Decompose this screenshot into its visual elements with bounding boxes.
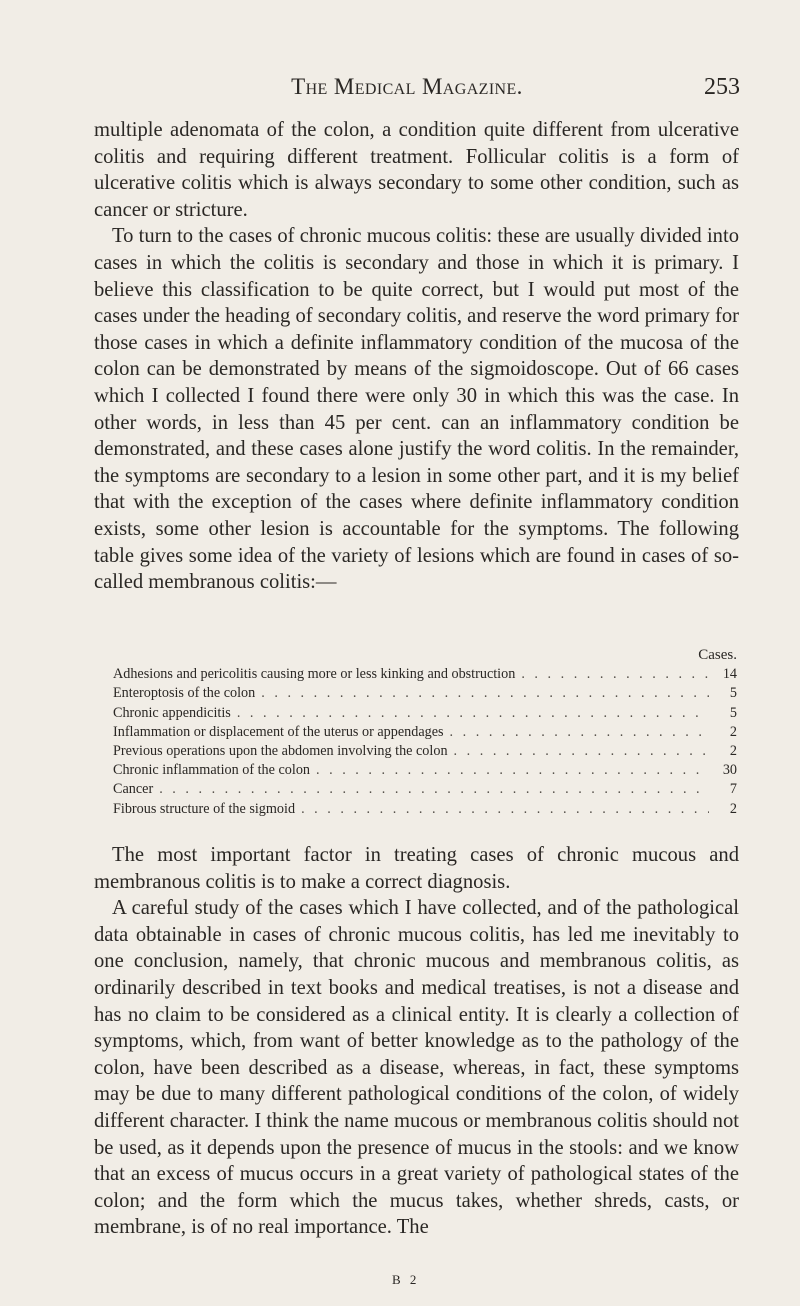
row-value: 2 [729, 743, 737, 760]
paragraph: multiple adenomata of the colon, a condition quite different from ulcerative colitis and requiring different treatment. Follicular colitis is a form of ulcerative colitis which is always secondary to some other condition, such as cancer or stricture. [94, 119, 739, 221]
lesions-table [113, 646, 737, 819]
paragraph: The most important factor in treating cases of chronic mucous and membranous colitis is to make a correct diagnosis. [94, 844, 739, 893]
leader-dots [301, 800, 709, 819]
table-row [113, 780, 737, 799]
row-label: Inflammation or displacement of the uterus or appendages [113, 723, 444, 740]
row-value: 30 [722, 762, 737, 779]
page-number: 253 [704, 74, 740, 100]
row-value: 7 [729, 781, 737, 798]
row-label: Enteroptosis of the colon [113, 685, 256, 702]
table-row [113, 704, 737, 723]
row-value: 2 [729, 723, 737, 740]
table-column-header: Cases. [698, 647, 737, 663]
row-label: Cancer [113, 781, 154, 798]
table-row [113, 800, 737, 819]
row-value: 14 [722, 666, 737, 683]
table-row [113, 665, 737, 684]
leader-dots [261, 684, 709, 703]
table-row [113, 742, 737, 761]
body-text-bottom [94, 842, 739, 1241]
leader-dots [521, 665, 709, 684]
table-row [113, 684, 737, 703]
row-value: 2 [729, 800, 737, 817]
row-label: Chronic inflammation of the colon [113, 762, 311, 779]
row-label: Chronic appendicitis [113, 704, 231, 721]
row-value: 5 [729, 685, 737, 702]
row-label: Fibrous structure of the sigmoid [113, 800, 296, 817]
paragraph: To turn to the cases of chronic mucous colitis: these are usually divided into cases in which the colitis is secondary and those in which it is primary. I believe this classification to be quite correct, but I would put most of the cases under the heading of secondary colitis, and reserve the word primary for those cases in which a definite inflammatory condition of the mucosa of the colon can be demonstrated by means of the sigmoidoscope. Out of 66 cases which I collected I found there were only 30 in which this was the case. In other words, in less than 45 per cent. can an inflammatory condition be demonstrated, and these cases alone justify the word colitis. In the remainder, the symptoms are secondary to a lesion in some other part, and it is my belief that with the exception of the cases where definite inflammatory condition exists, some other lesion is accountable for the symptoms. The following table gives some idea of the variety of lesions which are found in cases of so-called membranous colitis:— [94, 225, 739, 594]
leader-dots [237, 704, 709, 723]
body-text-top [94, 117, 739, 596]
table-row [113, 723, 737, 742]
row-value: 5 [729, 704, 737, 721]
table-row [113, 761, 737, 780]
running-head [100, 74, 740, 104]
row-label: Adhesions and pericolitis causing more or less kinking and obstruction [113, 666, 516, 683]
paragraph: A careful study of the cases which I have collected, and of the pathological data obtainable in cases of chronic mucous colitis, has led me inevitably to one conclusion, namely, that chronic mucous and membranous colitis, as ordinarily described in text books and medical treatises, is not a disease and has no claim to be considered as a clinical entity. It is clearly a collection of symptoms, which, from want of better knowledge as to the pathology of the colon, have been described as a disease, whereas, in fact, these symptoms may be due to many different pathological conditions of the colon, of widely different character. I think the name mucous or membranous colitis should not be used, as it depends upon the presence of mucus in the stools: and we know that an excess of mucus occurs in a great variety of pathological states of the colon; and the form which the mucus takes, whether shreds, casts, or membrane, is of no real importance. The [94, 897, 739, 1239]
signature-mark: B 2 [392, 1272, 420, 1287]
leader-dots [316, 761, 709, 780]
row-label: Previous operations upon the abdomen involving the colon [113, 743, 448, 760]
leader-dots [454, 742, 709, 761]
leader-dots [450, 723, 709, 742]
running-title: The Medical Magazine. [291, 74, 523, 99]
leader-dots [159, 780, 709, 799]
